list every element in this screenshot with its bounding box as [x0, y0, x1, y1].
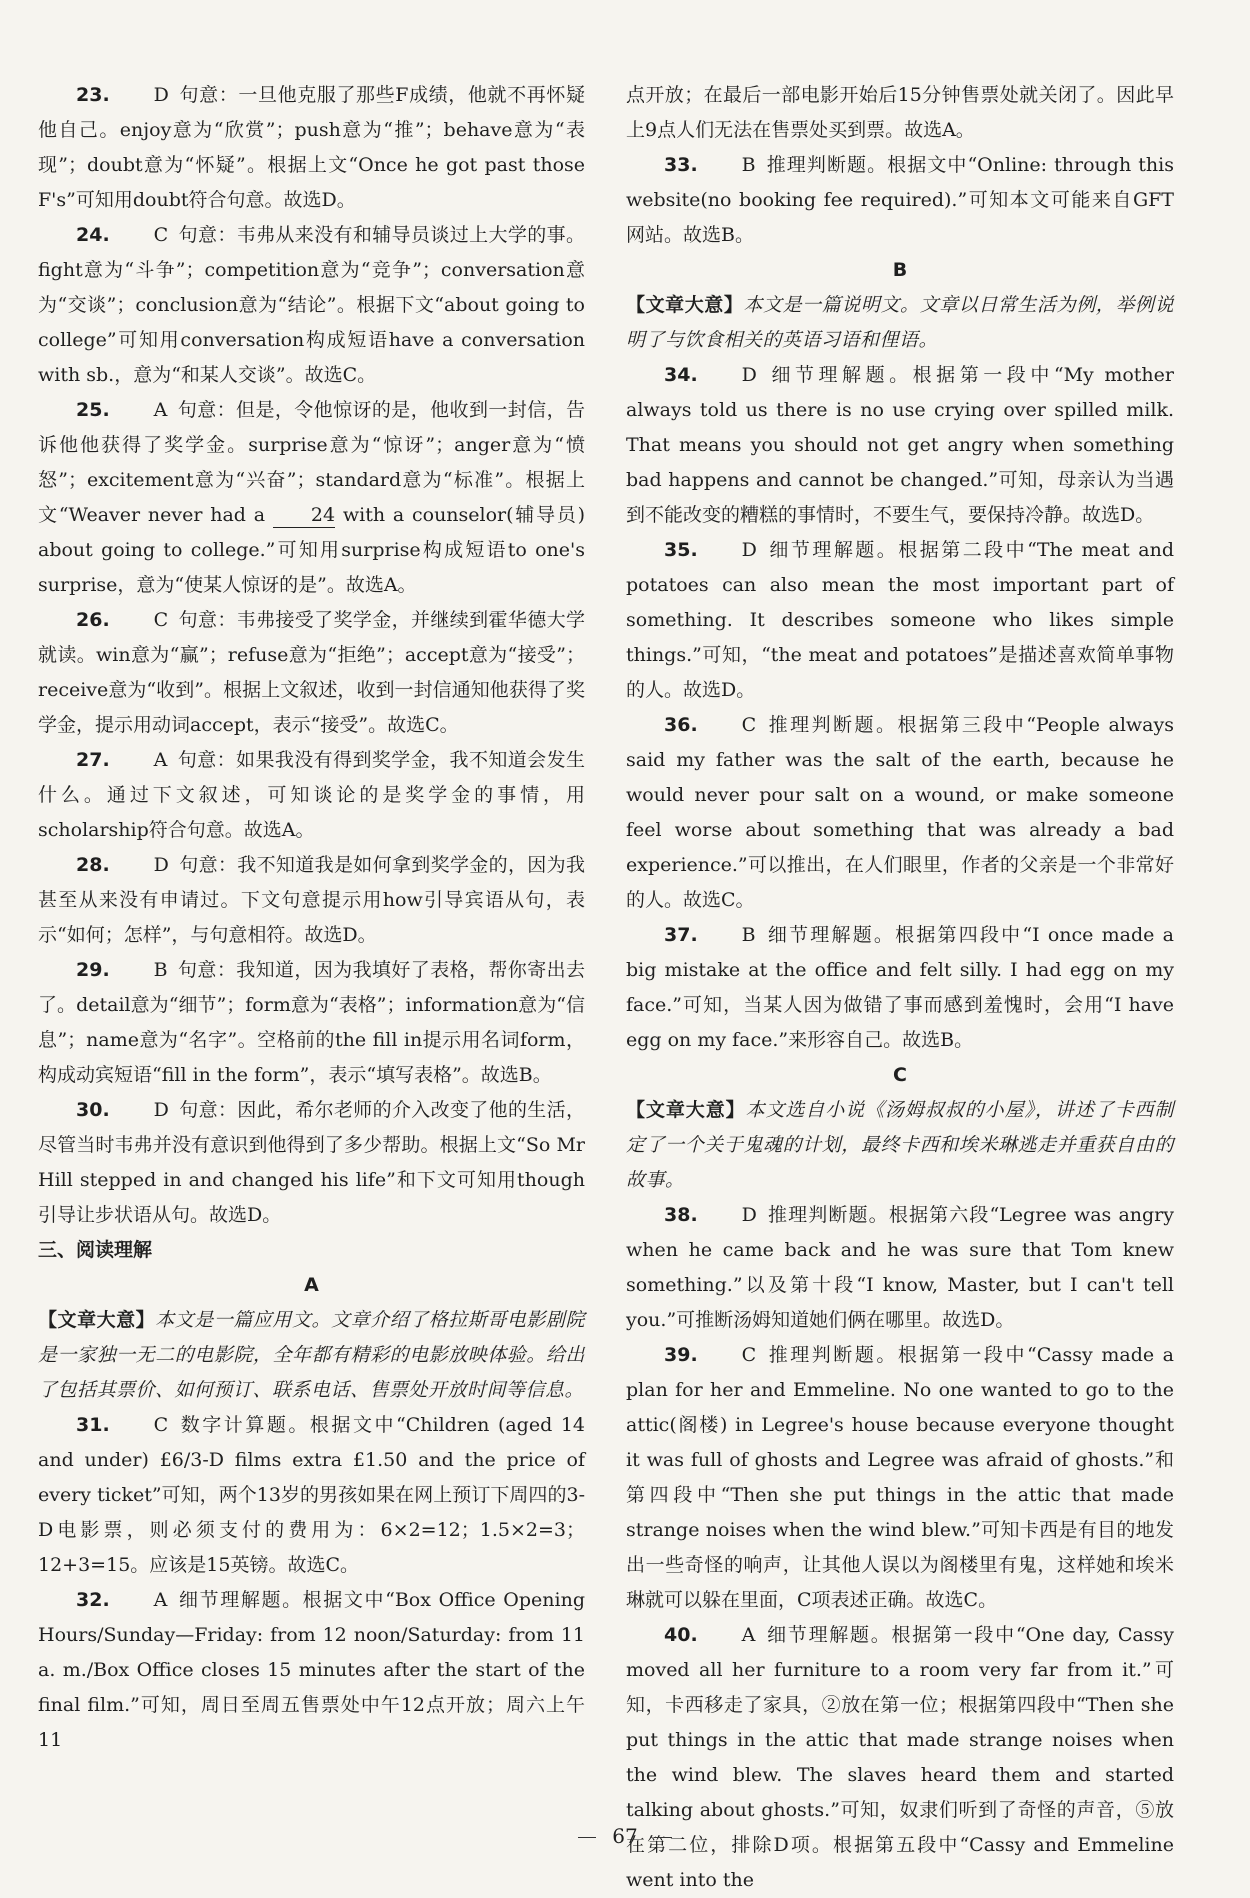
question-number: 23.: [76, 84, 110, 106]
answer-30: [38, 1093, 585, 1233]
page-footer: [0, 1824, 1250, 1848]
question-number: 33.: [664, 154, 698, 176]
answer-letter: A: [153, 1589, 168, 1611]
passage-summary-a: [38, 1303, 585, 1408]
answer-28: [38, 848, 585, 953]
answer-letter: D: [741, 364, 757, 386]
page-number: 67: [612, 1824, 638, 1848]
section-heading: 三、阅读理解: [38, 1239, 153, 1261]
answer-letter: B: [741, 154, 756, 176]
question-number: 30.: [76, 1099, 110, 1121]
summary-text: 本文是一篇应用文。文章介绍了格拉斯哥电影剧院是一家独一无二的电影院，全年都有精彩的电影放映体验。给出了包括其票价、如何预订、联系电话、售票处开放时间等信息。: [38, 1309, 585, 1401]
answer-letter: B: [741, 924, 756, 946]
question-number: 32.: [76, 1589, 110, 1611]
passage-label-b: B: [892, 259, 908, 281]
explanation: 数字计算题。根据文中“Children (aged 14 and under) £6/3-D films extra £1.50 and the price of every ticket”可知，两个13岁的男孩如果在网上预订下周四的3-D电影票，则必须支付的费用为：6×2=12；1.5×2=3；12+3=15。应该是15英镑。故选C。: [38, 1414, 585, 1576]
summary-text: 本文是一篇说明文。文章以日常生活为例，举例说明了与饮食相关的英语习语和俚语。: [626, 294, 1174, 351]
answer-letter: C: [741, 714, 757, 736]
answer-32: [38, 1583, 585, 1758]
explanation: 细节理解题。根据第一段中“One day, Cassy moved all her furniture to a room very far from it.”可知，卡西移走了家具，②放在第一位；根据第四段中“Then she put things in the attic that made strange noises when the wind blew. The slaves heard them and started talking about ghosts.”可知，奴隶们听到了奇怪的声音，⑤放在第二位，排除D项。根据第五段中“Cassy and Emmeline went into the: [626, 1624, 1174, 1891]
answer-27: [38, 743, 585, 848]
summary-tag: 【文章大意】: [626, 1099, 746, 1121]
question-number: 24.: [76, 224, 110, 246]
question-number: 28.: [76, 854, 110, 876]
question-number: 38.: [664, 1204, 698, 1226]
answer-letter: D: [741, 1204, 757, 1226]
footer-dash-right: [654, 1837, 672, 1838]
answer-letter: D: [153, 1099, 169, 1121]
explanation: 细节理解题。根据文中“Box Office Opening Hours/Sunday—Friday: from 12 noon/Saturday: from 11 a. m./Box Office closes 15 minutes after the start of the final film.”可知，周日至周五售票处中午12点开放；周六上午11: [38, 1589, 585, 1751]
explanation: 句意：我不知道我是如何拿到奖学金的，因为我甚至从来没有申请过。下文句意提示用how引导宾语从句，表示“如何；怎样”，与句意相符。故选D。: [38, 854, 585, 946]
answer-letter: B: [153, 959, 168, 981]
answer-38: [626, 1198, 1174, 1338]
question-number: 37.: [664, 924, 698, 946]
answer-34: [626, 358, 1174, 533]
answer-letter: A: [741, 1624, 756, 1646]
question-number: 39.: [664, 1344, 698, 1366]
answer-23: [38, 78, 585, 218]
question-number: 25.: [76, 399, 110, 421]
question-number: 27.: [76, 749, 110, 771]
explanation: 句意：但是，令他惊讶的是，他收到一封信，告诉他他获得了奖学金。surprise意为“惊讶”；anger意为“愤怒”；excitement意为“兴奋”；standard意为“标准”。根据上文“Weaver never had a: [38, 399, 585, 526]
explanation: 细节理解题。根据第一段中“My mother always told us there is no use crying over spilled milk. That means you should not get angry when something bad happens and cannot be changed.”可知，母亲认为当遇到不能改变的糟糕的事情时，不要生气，要保持冷静。故选D。: [626, 364, 1174, 526]
answer-24: [38, 218, 585, 393]
explanation: 推理判断题。根据第三段中“People always said my father was the salt of the earth, because he would never pour salt on a wound, or make someone feel worse about something that was already a bad experience.”可以推出，在人们眼里，作者的父亲是一个非常好的人。故选C。: [626, 714, 1174, 911]
answer-39: [626, 1338, 1174, 1618]
question-number: 34.: [664, 364, 698, 386]
answer-32-continued: 点开放；在最后一部电影开始后15分钟售票处就关闭了。因此早上9点人们无法在售票处买到票。故选A。: [626, 84, 1174, 141]
explanation: 句意：因此，希尔老师的介入改变了他的生活，尽管当时韦弗并没有意识到他得到了多少帮助。根据上文“So Mr Hill stepped in and changed his life”和下文可知用though引导让步状语从句。故选D。: [38, 1099, 585, 1226]
summary-tag: 【文章大意】: [38, 1309, 156, 1331]
explanation: 句意：一旦他克服了那些F成绩，他就不再怀疑他自己。enjoy意为“欣赏”；push意为“推”；behave意为“表现”；doubt意为“怀疑”。根据上文“Once he got past those F's”可知用doubt符合句意。故选D。: [38, 84, 585, 211]
answer-letter: A: [153, 399, 168, 421]
answer-29: [38, 953, 585, 1093]
question-number: 31.: [76, 1414, 110, 1436]
question-number: 29.: [76, 959, 110, 981]
answer-26: [38, 603, 585, 743]
explanation: 句意：如果我没有得到奖学金，我不知道会发生什么。通过下文叙述，可知谈论的是奖学金的事情，用scholarship符合句意。故选A。: [38, 749, 585, 841]
answer-33: [626, 148, 1174, 253]
summary-tag: 【文章大意】: [626, 294, 744, 316]
explanation: 细节理解题。根据第二段中“The meat and potatoes can also mean the most important part of something. It describes someone who likes simple things.”可知，“the meat and potatoes”是描述喜欢简单事物的人。故选D。: [626, 539, 1174, 701]
explanation: 细节理解题。根据第四段中“I once made a big mistake at the office and felt silly. I had egg on my face.”可知，当某人因为做错了事而感到羞愧时，会用“I have egg on my face.”来形容自己。故选B。: [626, 924, 1174, 1051]
answer-36: [626, 708, 1174, 918]
question-number: 26.: [76, 609, 110, 631]
answer-letter: C: [153, 224, 169, 246]
answer-letter: A: [153, 749, 168, 771]
question-number: 36.: [664, 714, 698, 736]
explanation: 句意：韦弗接受了奖学金，并继续到霍华德大学就读。win意为“赢”；refuse意为“拒绝”；accept意为“接受”；receive意为“收到”。根据上文叙述，收到一封信通知他获得了奖学金，提示用动词accept，表示“接受”。故选C。: [38, 609, 585, 736]
explanation-continued: with a counselor(辅导员) about going to college.”可知用surprise构成短语to one's surprise，意为“使某人惊讶的是”。故选A。: [38, 504, 585, 596]
answer-25: [38, 393, 585, 603]
left-column: [38, 78, 585, 1758]
explanation: 推理判断题。根据第一段中“Cassy made a plan for her and Emmeline. No one wanted to go to the attic(阁楼) in Legree's house because everyone thought it was full of ghosts and Legree was afraid of ghosts.”和第四段中“Then she put things in the attic that made strange noises when the wind blew.”可知卡西是有目的地发出一些奇怪的响声，让其他人误以为阁楼里有鬼，这样她和埃米琳就可以躲在里面，C项表述正确。故选C。: [626, 1344, 1174, 1611]
explanation: 推理判断题。根据第六段“Legree was angry when he came back and he was sure that Tom knew something.”以及第十段“I know, Master, but I can't tell you.”可推断汤姆知道她们俩在哪里。故选D。: [626, 1204, 1174, 1331]
passage-label-a: A: [304, 1274, 319, 1296]
blank-number: 24: [273, 503, 335, 528]
explanation: 句意：韦弗从来没有和辅导员谈过上大学的事。fight意为“斗争”；competition意为“竞争”；conversation意为“交谈”；conclusion意为“结论”。根据下文“about going to college”可知用conversation构成短语have a conversation with sb.，意为“和某人交谈”。故选C。: [38, 224, 585, 386]
answer-letter: D: [741, 539, 757, 561]
answer-letter: D: [153, 84, 169, 106]
answer-35: [626, 533, 1174, 708]
answer-letter: C: [153, 1414, 169, 1436]
summary-text: 本文选自小说《汤姆叔叔的小屋》，讲述了卡西制定了一个关于鬼魂的计划，最终卡西和埃米琳逃走并重获自由的故事。: [626, 1099, 1174, 1191]
right-column: [626, 78, 1174, 1898]
answer-letter: D: [153, 854, 169, 876]
answer-letter: C: [153, 609, 169, 631]
passage-label-c: C: [893, 1064, 907, 1086]
answer-40: [626, 1618, 1174, 1898]
question-number: 40.: [664, 1624, 698, 1646]
passage-summary-c: [626, 1093, 1174, 1198]
explanation: 句意：我知道，因为我填好了表格，帮你寄出去了。detail意为“细节”；form意为“表格”；information意为“信息”；name意为“名字”。空格前的the fill in提示用名词form，构成动宾短语“fill in the form”，表示“填写表格”。故选B。: [38, 959, 585, 1086]
passage-summary-b: [626, 288, 1174, 358]
question-number: 35.: [664, 539, 698, 561]
explanation: 推理判断题。根据文中“Online: through this website(no booking fee required).”可知本文可能来自GFT网站。故选B。: [626, 154, 1174, 246]
answer-letter: C: [741, 1344, 757, 1366]
footer-dash-left: [578, 1837, 596, 1838]
answer-31: [38, 1408, 585, 1583]
answer-37: [626, 918, 1174, 1058]
